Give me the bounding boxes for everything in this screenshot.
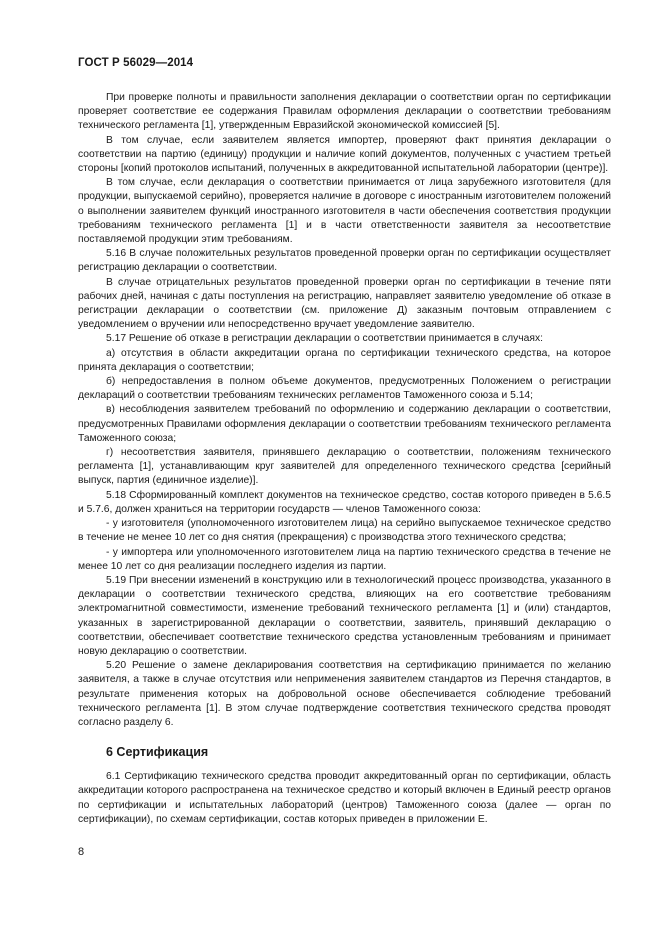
list-item: - у изготовителя (уполномоченного изготовителем лица) на серийно выпускаемое техническое средство в течение не менее 10 лет со дня снятия (прекращения) с производства этого технического средства; <box>78 518 611 544</box>
list-item: б) непредоставления в полном объеме документов, предусмотренных Положением о регистрации деклараций о соответствии требованиям технических регламентов Таможенного союза и 5.14; <box>78 376 611 402</box>
paragraph: 5.18 Сформированный комплект документов на техническое средство, состав которого приведен в 5.6.5 и 5.7.6, должен храниться на территории государств — членов Таможенного союза: <box>78 489 611 515</box>
document-header: ГОСТ Р 56029—2014 <box>78 57 194 69</box>
paragraph: 5.17 Решение об отказе в регистрации декларации о соответствии принимается в случаях: <box>106 333 543 345</box>
paragraph: 5.16 В случае положительных результатов проведенной проверки орган по сертификации осуществляет регистрацию декларации о соответствии. <box>78 248 611 274</box>
list-item: в) несоблюдения заявителем требований по оформлению и содержанию декларации о соответствии, предусмотренных Правилами оформления декларации о соответствии требованиям технического регламента Таможенного союза; <box>78 404 611 444</box>
paragraph: В том случае, если заявителем является импортер, проверяют факт принятия декларации о соответствии на партию (единицу) продукции и наличие копий документов, полученных с участием третьей стороны [копий протоколов испытаний, полученных в аккредитованной испытательной лаборатории (центре)]. <box>78 134 611 175</box>
paragraph: В случае отрицательных результатов проведенной проверки орган по сертификации в течение пяти рабочих дней, начиная с даты поступления на регистрацию, направляет заявителю уведомление об отказе в регистрации декларации о соответствии (см. приложение Д) заказным почтовым отправлением с уведомлением о вручении или непосредственно вручает уведомление заявителю. <box>78 276 611 331</box>
paragraph: 6.1 Сертификацию технического средства проводит аккредитованный орган по сертификации, область аккредитации которого распространена на техническое средство и который включен в Единый реестр органов по сертификации и испытательных лабораторий (центров) Таможенного союза (далее — орган по сертификации), по схемам сертификации, состав которых приведен в приложении Е. <box>78 771 611 825</box>
document-body <box>78 91 611 827</box>
section-heading: 6 Сертификация <box>106 745 209 760</box>
page-number: 8 <box>78 846 85 858</box>
paragraph: В том случае, если декларация о соответствии принимается от лица зарубежного изготовителя (для продукции, выпускаемой серийно), проверяется наличие в договоре с иностранным изготовителем положений о выполнении заявителем функций иностранного изготовителя в части обеспечения соответствия продукции требованиям технического регламента [1] и в части ответственности заявителя за несоответствие поставляемой продукции этим требованиям. <box>78 177 611 246</box>
paragraph: 5.20 Решение о замене декларирования соответствия на сертификацию принимается по желанию заявителя, а также в случае отсутствия или неприменения заявителем стандартов из Перечня стандартов, в результате применения которых на добровольной основе обеспечивается соблюдение требований технического регламента [1]. В этом случае подтверждение соответствия технического средства проводят согласно разделу 6. <box>78 660 611 728</box>
paragraph: 5.19 При внесении изменений в конструкцию или в технологический процесс производства, указанного в декларации о соответствии технического средства, влияющих на его соответствие требованиям электромагнитной совместимости, изменение требований технического регламента [1] и (или) стандартов, указанных в зарегистрированной декларации о соответствии, заявитель, принявший декларацию о соответствии, обеспечивает соответствие технического средства установленным требованиям и принимает новую декларацию о соответствии. <box>78 574 611 657</box>
list-item: а) отсутствия в области аккредитации органа по сертификации технического средства, на которое принята декларация о соответствии; <box>78 347 611 373</box>
paragraph: При проверке полноты и правильности заполнения декларации о соответствии орган по сертификации проверяет соответствие ее содержания Правилам оформления декларации о соответствии требованиям технического регламента [1], утвержденным Евразийской экономической комиссией [5]. <box>78 92 611 132</box>
list-item: - у импортера или уполномоченного изготовителем лица на партию технического средства в течение не менее 10 лет со дня реализации последнего изделия из партии. <box>78 546 611 572</box>
list-item: г) несоответствия заявителя, принявшего декларацию о соответствии, положениям технического регламента [1], устанавливающим круг заявителей для определенного технического средства [серийный выпуск, партия (единичное изделие)]. <box>78 447 611 487</box>
